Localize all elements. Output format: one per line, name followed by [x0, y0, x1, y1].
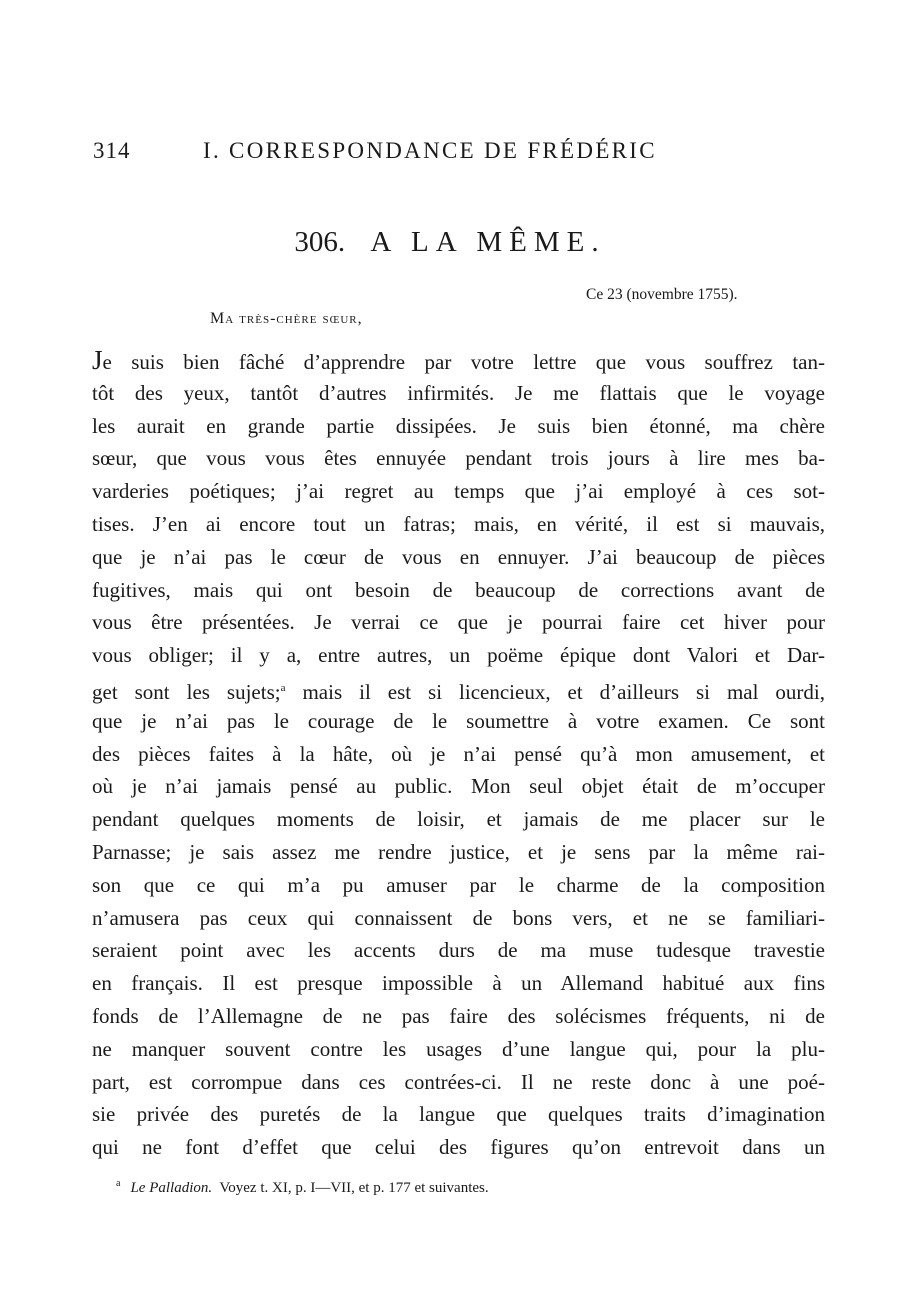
body-line: n’amusera pas ceux qui connaissent de bons vers, et ne se familiari-: [92, 905, 825, 930]
body-line: ne manquer souvent contre les usages d’une langue qui, pour la plu-: [92, 1036, 825, 1061]
body-line: get sont les sujets;$^a$ mais il est si licencieux, et d’ailleurs si mal ourdi,: [92, 679, 825, 704]
running-title: I. CORRESPONDANCE DE FRÉDÉRIC: [203, 138, 657, 163]
body-line: seraient point avec les accents durs de ma muse tudesque travestie: [92, 938, 825, 963]
footnote-title: Le Palladion.: [130, 1180, 213, 1196]
body-line: son que ce qui m’a pu amuser par le charme de la composition: [92, 872, 825, 897]
body-line: qui ne font d’effet que celui des figures qu’on entrevoit dans un: [92, 1135, 825, 1160]
body-line: sie privée des puretés de la langue que quelques traits d’imagination: [92, 1102, 825, 1127]
drop-cap: J: [92, 345, 103, 375]
body-line: Parnasse; je sais assez me rendre justice, et je sens par la même rai-: [92, 839, 825, 864]
footnote-marker: a: [116, 1178, 121, 1189]
running-head: [93, 138, 733, 172]
letter-heading: [0, 226, 900, 259]
body-line: que je n’ai pas le courage de le soumettre à votre examen. Ce sont: [92, 708, 825, 733]
body-line: les aurait en grande partie dissipées. Je suis bien étonné, ma chère: [92, 413, 825, 438]
body-line: pendant quelques moments de loisir, et jamais de me placer sur le: [92, 807, 825, 832]
footnote-text: Voyez t. XI, p. I—VII, et p. 177 et suivantes.: [219, 1180, 489, 1196]
body-line: Je suis bien fâché d’apprendre par votre lettre que vous souffrez tan-: [92, 345, 825, 375]
body-line: sœur, que vous vous êtes ennuyée pendant trois jours à lire mes ba-: [92, 446, 825, 471]
letter-body: [92, 344, 825, 1164]
body-line: des pièces faites à la hâte, où je n’ai pensé qu’à mon amusement, et: [92, 741, 825, 766]
footnote-reference[interactable]: a: [280, 681, 286, 694]
salutation: Ma très-chère sœur,: [210, 310, 363, 327]
body-line: en français. Il est presque impossible à un Allemand habitué aux fins: [92, 971, 825, 996]
body-line: tôt des yeux, tantôt d’autres infirmités. Je me flattais que le voyage: [92, 380, 825, 405]
body-line: que je n’ai pas le cœur de vous en ennuyer. J’ai beaucoup de pièces: [92, 544, 825, 569]
body-line: vous obliger; il y a, entre autres, un poëme épique dont Valori et Dar-: [92, 643, 825, 668]
page-number: 314: [93, 138, 131, 163]
body-line: tises. J’en ai encore tout un fatras; mais, en vérité, il est si mauvais,: [92, 511, 825, 536]
body-line: varderies poétiques; j’ai regret au temps que j’ai employé à ces sot-: [92, 479, 825, 504]
body-line: fugitives, mais qui ont besoin de beaucoup de corrections avant de: [92, 577, 825, 602]
letter-number: 306.: [294, 226, 346, 258]
body-line: part, est corrompue dans ces contrées-ci. Il ne reste donc à une poé-: [92, 1069, 825, 1094]
letter-recipient: A LA MÊME.: [370, 226, 606, 258]
body-line: où je n’ai jamais pensé au public. Mon seul objet était de m’occuper: [92, 774, 825, 799]
footnote: [116, 1178, 489, 1197]
dateline: Ce 23 (novembre 1755).: [586, 286, 738, 303]
body-line: vous être présentées. Je verrai ce que je pourrai faire cet hiver pour: [92, 610, 825, 635]
body-line: fonds de l’Allemagne de ne pas faire des solécismes fréquents, ni de: [92, 1003, 825, 1028]
